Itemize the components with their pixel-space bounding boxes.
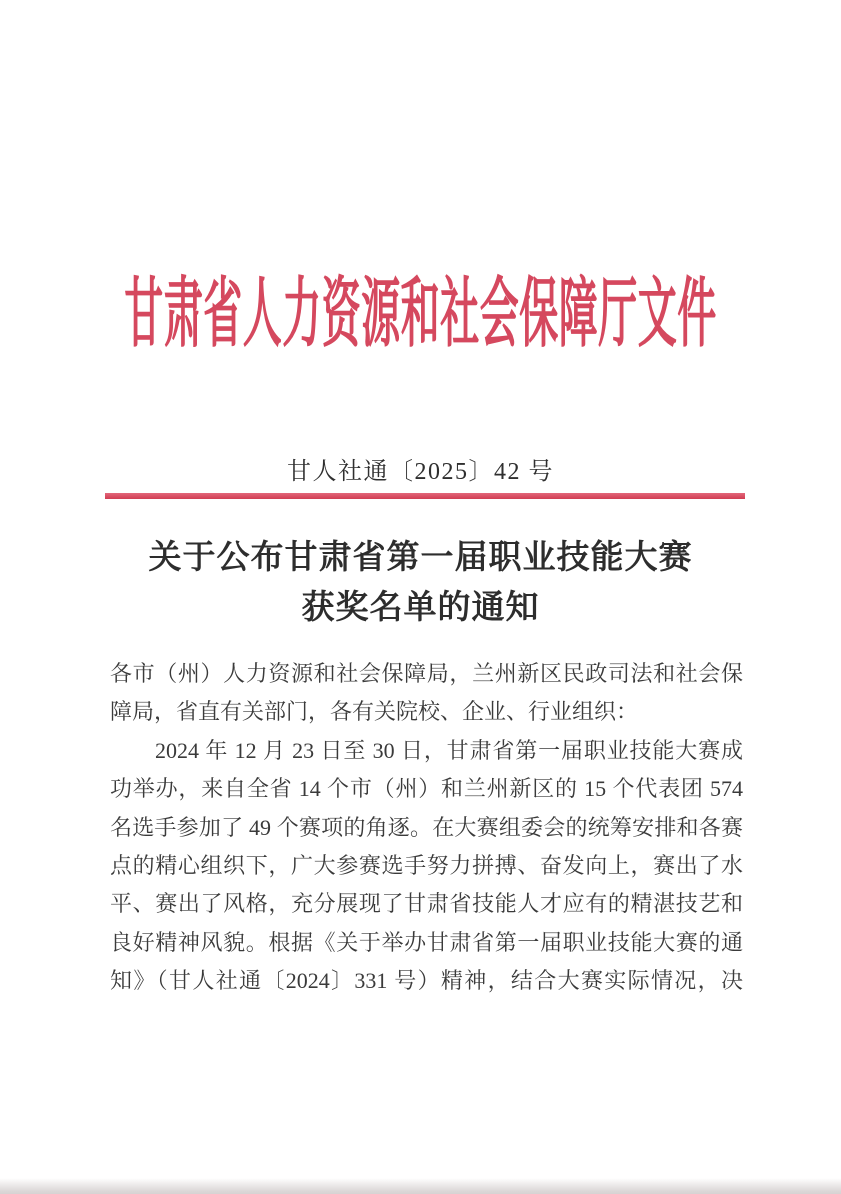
- body-line: 各市（州）人力资源和社会保障局，兰州新区民政司法和社会保: [110, 661, 743, 686]
- document-title-line2: 获奖名单的通知: [301, 590, 540, 626]
- body-line: 良好精神风貌。根据《关于举办甘肃省第一届职业技能大赛的通: [110, 929, 743, 955]
- red-header-org-title: 甘肃省人力资源和社会保障厅文件: [124, 273, 717, 357]
- body-line: 障局，省直有关部门，各有关院校、企业、行业组织：: [110, 699, 639, 725]
- document-title: [0, 533, 841, 633]
- body-line: 平、赛出了风格，充分展现了甘肃省技能人才应有的精湛技艺和: [110, 891, 743, 917]
- body-line: 2024 年 12 月 23 日至 30 日，甘肃省第一届职业技能大赛成: [155, 737, 743, 763]
- body-line: 名选手参加了 49 个赛项的角逐。在大赛组委会的统筹安排和各赛: [110, 814, 743, 840]
- document-body: [110, 655, 743, 1001]
- doc-number: 甘人社通〔2025〕42 号: [287, 459, 554, 485]
- document-title-line1: 关于公布甘肃省第一届职业技能大赛: [148, 540, 693, 576]
- red-divider-line: [105, 493, 745, 499]
- scan-bottom-edge-shadow: [0, 1178, 841, 1194]
- body-line: 点的精心组织下，广大参赛选手努力拼搏、奋发向上，赛出了水: [110, 852, 743, 878]
- body-line: 知》（甘人社通〔2024〕331 号）精神，结合大赛实际情况，决: [110, 968, 743, 994]
- body-line: 功举办，来自全省 14 个市（州）和兰州新区的 15 个代表团 574: [110, 776, 743, 802]
